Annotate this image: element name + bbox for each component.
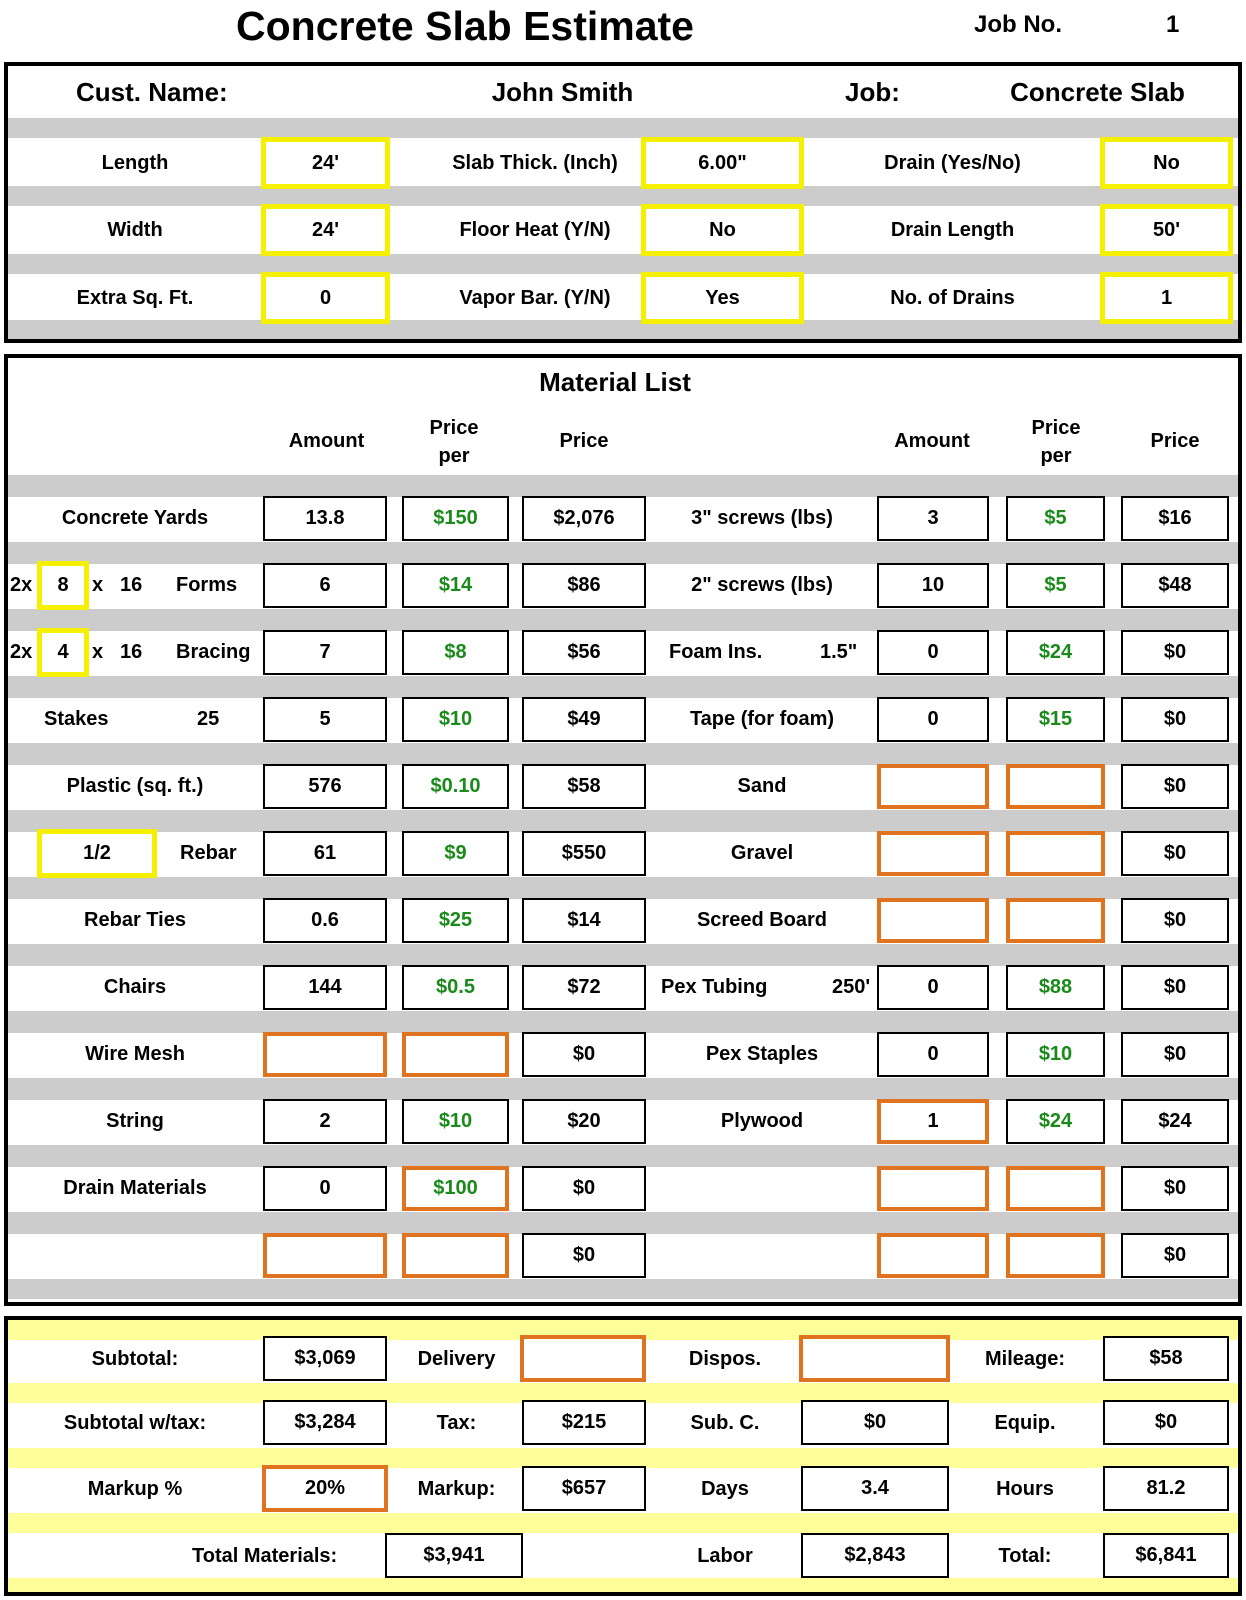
price-per-field: $14 (402, 563, 509, 608)
amount-field[interactable] (263, 1233, 387, 1278)
material-label: Drain Materials (63, 1177, 207, 1199)
price-per-field[interactable]: $100 (402, 1166, 509, 1211)
material-label: Rebar Ties (84, 909, 186, 931)
price-field: $86 (522, 563, 646, 608)
job-no-value: 1 (1166, 11, 1180, 38)
amount-field: 61 (263, 831, 387, 876)
column-header-price-per (400, 414, 508, 470)
amount-field[interactable] (877, 1166, 989, 1211)
amount-field: 0 (263, 1166, 387, 1211)
amount-field[interactable] (263, 1032, 387, 1077)
price-per-field: $5 (1006, 496, 1105, 541)
amount-field[interactable]: 1 (877, 1099, 989, 1144)
total-materials-value: $3,941 (385, 1533, 523, 1578)
price-per-field[interactable] (1006, 764, 1105, 809)
material-label: Stakes (44, 708, 109, 730)
price-field: $20 (522, 1099, 646, 1144)
price-field: $0 (1121, 1233, 1229, 1278)
band (8, 1212, 1238, 1234)
column-header-amount: Amount (288, 430, 365, 452)
dimension-length: 16 (120, 574, 143, 596)
price-field: $550 (522, 831, 646, 876)
markup-label: Markup: (417, 1478, 496, 1500)
band (8, 944, 1238, 966)
drain-count-input[interactable]: 1 (1100, 272, 1233, 324)
amount-field: 10 (877, 563, 989, 608)
price-per-field[interactable] (1006, 1233, 1105, 1278)
band (8, 118, 1238, 138)
column-header-price: Price (1150, 430, 1200, 452)
width-input[interactable]: 24' (261, 204, 390, 256)
customer-name-value: John Smith (491, 77, 634, 107)
price-per-field: $24 (1006, 630, 1105, 675)
subcontractor-value: $0 (801, 1400, 949, 1445)
price-per-field[interactable] (1006, 1166, 1105, 1211)
price-per-field: $9 (402, 831, 509, 876)
material-label: Sand (737, 775, 787, 797)
amount-field: 5 (263, 697, 387, 742)
price-field: $0 (1121, 898, 1229, 943)
price-field: $48 (1121, 563, 1229, 608)
extra-sqft-label: Extra Sq. Ft. (76, 287, 194, 309)
subtotal-with-tax-value: $3,284 (263, 1400, 387, 1445)
amount-field[interactable] (877, 898, 989, 943)
drain-count-label: No. of Drains (890, 287, 1015, 309)
material-label: Bracing (176, 641, 251, 663)
price-per-field[interactable] (1006, 898, 1105, 943)
price-field: $72 (522, 965, 646, 1010)
amount-field[interactable] (877, 1233, 989, 1278)
amount-field: 144 (263, 965, 387, 1010)
column-header-price-per-line1: Price (1031, 417, 1081, 439)
dimension-input[interactable]: 8 (37, 561, 89, 610)
band (8, 743, 1238, 765)
material-label: String (106, 1110, 164, 1132)
column-header-price-per-line2: per (438, 445, 470, 467)
price-field: $0 (1121, 965, 1229, 1010)
subtotal-label: Subtotal: (91, 1348, 179, 1370)
amount-field: 0 (877, 965, 989, 1010)
job-label: Job: (845, 77, 900, 107)
labor-value: $2,843 (801, 1533, 949, 1578)
delivery-label: Delivery (417, 1348, 496, 1370)
material-label: 3" screws (lbs) (691, 507, 833, 529)
band (8, 1145, 1238, 1167)
job-no-label: Job No. (974, 11, 1062, 38)
material-label: Foam Ins. (669, 641, 763, 663)
markup-percent-input[interactable]: 20% (262, 1465, 388, 1512)
drain-length-input[interactable]: 50' (1100, 204, 1233, 256)
price-field: $0 (522, 1233, 646, 1278)
material-label: Rebar (180, 842, 237, 864)
page-title: Concrete Slab Estimate (236, 3, 694, 49)
length-label: Length (101, 152, 169, 174)
markup-value: $657 (522, 1466, 646, 1511)
material-list-title: Material List (539, 367, 691, 397)
band (8, 1448, 1238, 1468)
subtotal-value: $3,069 (263, 1336, 387, 1381)
delivery-input[interactable] (520, 1335, 646, 1382)
material-label: Gravel (730, 842, 794, 864)
price-per-field: $25 (402, 898, 509, 943)
band (8, 877, 1238, 899)
material-label: Concrete Yards (61, 507, 209, 529)
material-label: Chairs (103, 976, 167, 998)
labor-label: Labor (697, 1545, 753, 1567)
dimension-prefix: 2x (10, 641, 33, 663)
material-label: Pex Tubing (661, 976, 768, 998)
band (8, 1078, 1238, 1100)
material-label: Plastic (sq. ft.) (66, 775, 204, 797)
price-field: $24 (1121, 1099, 1229, 1144)
band (8, 186, 1238, 206)
hours-label: Hours (996, 1478, 1054, 1500)
days-label: Days (701, 1478, 749, 1500)
equipment-value: $0 (1103, 1400, 1229, 1445)
material-label: Forms (176, 574, 238, 596)
price-per-field: $15 (1006, 697, 1105, 742)
drain-label: Drain (Yes/No) (884, 152, 1021, 174)
drain-input[interactable]: No (1100, 137, 1233, 189)
price-field: $0 (1121, 1166, 1229, 1211)
tax-label: Tax: (436, 1412, 477, 1434)
price-per-field: $0.10 (402, 764, 509, 809)
band (8, 475, 1238, 497)
price-field: $58 (522, 764, 646, 809)
drain-length-label: Drain Length (890, 219, 1015, 241)
band (8, 1513, 1238, 1533)
job-value: Concrete Slab (1010, 77, 1185, 107)
column-header-price-per (1004, 414, 1108, 470)
price-field: $0 (1121, 764, 1229, 809)
dimension-length: 16 (120, 641, 143, 663)
material-extra: 25 (197, 708, 220, 730)
price-field: $0 (1121, 831, 1229, 876)
width-label: Width (107, 219, 163, 241)
material-label: Plywood (720, 1110, 804, 1132)
subcontractor-label: Sub. C. (690, 1412, 760, 1434)
price-field: $0 (1121, 697, 1229, 742)
amount-field: 0 (877, 1032, 989, 1077)
dimension-prefix: 2x (10, 574, 33, 596)
band (8, 810, 1238, 832)
price-per-field: $0.5 (402, 965, 509, 1010)
rebar-size-input[interactable]: 1/2 (37, 829, 157, 878)
price-field: $0 (522, 1166, 646, 1211)
dimension-x: x (92, 641, 104, 663)
price-field: $2,076 (522, 496, 646, 541)
amount-field[interactable] (877, 764, 989, 809)
price-field: $49 (522, 697, 646, 742)
dimension-x: x (92, 574, 104, 596)
band (8, 542, 1238, 564)
material-extra: 250' (832, 976, 871, 998)
total-value: $6,841 (1103, 1533, 1229, 1578)
amount-field: 0 (877, 697, 989, 742)
band (8, 1011, 1238, 1033)
band (8, 1279, 1238, 1299)
amount-field[interactable] (877, 831, 989, 876)
amount-field: 3 (877, 496, 989, 541)
price-per-field: $88 (1006, 965, 1105, 1010)
price-field: $0 (1121, 630, 1229, 675)
days-value: 3.4 (801, 1466, 949, 1511)
band (8, 320, 1238, 339)
total-materials-label: Total Materials: (192, 1545, 338, 1567)
price-per-field[interactable] (1006, 831, 1105, 876)
length-input[interactable]: 24' (261, 137, 390, 189)
material-label: 2" screws (lbs) (691, 574, 833, 596)
material-label: Pex Staples (705, 1043, 819, 1065)
price-field: $56 (522, 630, 646, 675)
subtotal-with-tax-label: Subtotal w/tax: (63, 1412, 207, 1434)
price-field: $0 (1121, 1032, 1229, 1077)
amount-field: 6 (263, 563, 387, 608)
price-per-field: $8 (402, 630, 509, 675)
hours-value: 81.2 (1103, 1466, 1229, 1511)
column-header-price-per-line1: Price (429, 417, 479, 439)
column-header-price-per-line2: per (1040, 445, 1072, 467)
amount-field: 7 (263, 630, 387, 675)
mileage-label: Mileage: (984, 1348, 1066, 1370)
amount-field: 0 (877, 630, 989, 675)
price-field: $16 (1121, 496, 1229, 541)
price-per-field: $10 (402, 1099, 509, 1144)
material-extra: 1.5" (820, 641, 858, 663)
price-per-field[interactable] (402, 1032, 509, 1077)
price-field: $0 (522, 1032, 646, 1077)
band (8, 676, 1238, 698)
amount-field: 2 (263, 1099, 387, 1144)
price-per-field: $10 (1006, 1032, 1105, 1077)
slab-thickness-input[interactable]: 6.00" (641, 137, 804, 189)
extra-sqft-input[interactable]: 0 (261, 272, 390, 324)
slab-thickness-label: Slab Thick. (Inch) (452, 152, 618, 174)
band (8, 609, 1238, 631)
vapor-barrier-input[interactable]: Yes (641, 272, 804, 324)
column-header-price: Price (559, 430, 609, 452)
customer-name-label: Cust. Name: (76, 77, 228, 107)
amount-field: 576 (263, 764, 387, 809)
price-per-field: $5 (1006, 563, 1105, 608)
amount-field: 13.8 (263, 496, 387, 541)
price-per-field: $150 (402, 496, 509, 541)
price-per-field: $24 (1006, 1099, 1105, 1144)
price-per-field: $10 (402, 697, 509, 742)
floor-heat-label: Floor Heat (Y/N) (459, 219, 611, 241)
mileage-value: $58 (1103, 1336, 1229, 1381)
band (8, 1578, 1238, 1592)
vapor-barrier-label: Vapor Bar. (Y/N) (459, 287, 611, 309)
material-label: Wire Mesh (85, 1043, 185, 1065)
tax-value: $215 (522, 1400, 646, 1445)
equipment-label: Equip. (994, 1412, 1056, 1434)
price-field: $14 (522, 898, 646, 943)
price-per-field[interactable] (402, 1233, 509, 1278)
band (8, 254, 1238, 274)
dimension-input[interactable]: 4 (37, 628, 89, 677)
floor-heat-input[interactable]: No (641, 204, 804, 256)
material-label: Screed Board (696, 909, 828, 931)
amount-field: 0.6 (263, 898, 387, 943)
disposal-label: Dispos. (688, 1348, 762, 1370)
total-label: Total: (998, 1545, 1052, 1567)
disposal-input[interactable] (799, 1335, 950, 1382)
markup-percent-label: Markup % (87, 1478, 183, 1500)
column-header-amount: Amount (894, 430, 970, 452)
material-label: Tape (for foam) (689, 708, 835, 730)
